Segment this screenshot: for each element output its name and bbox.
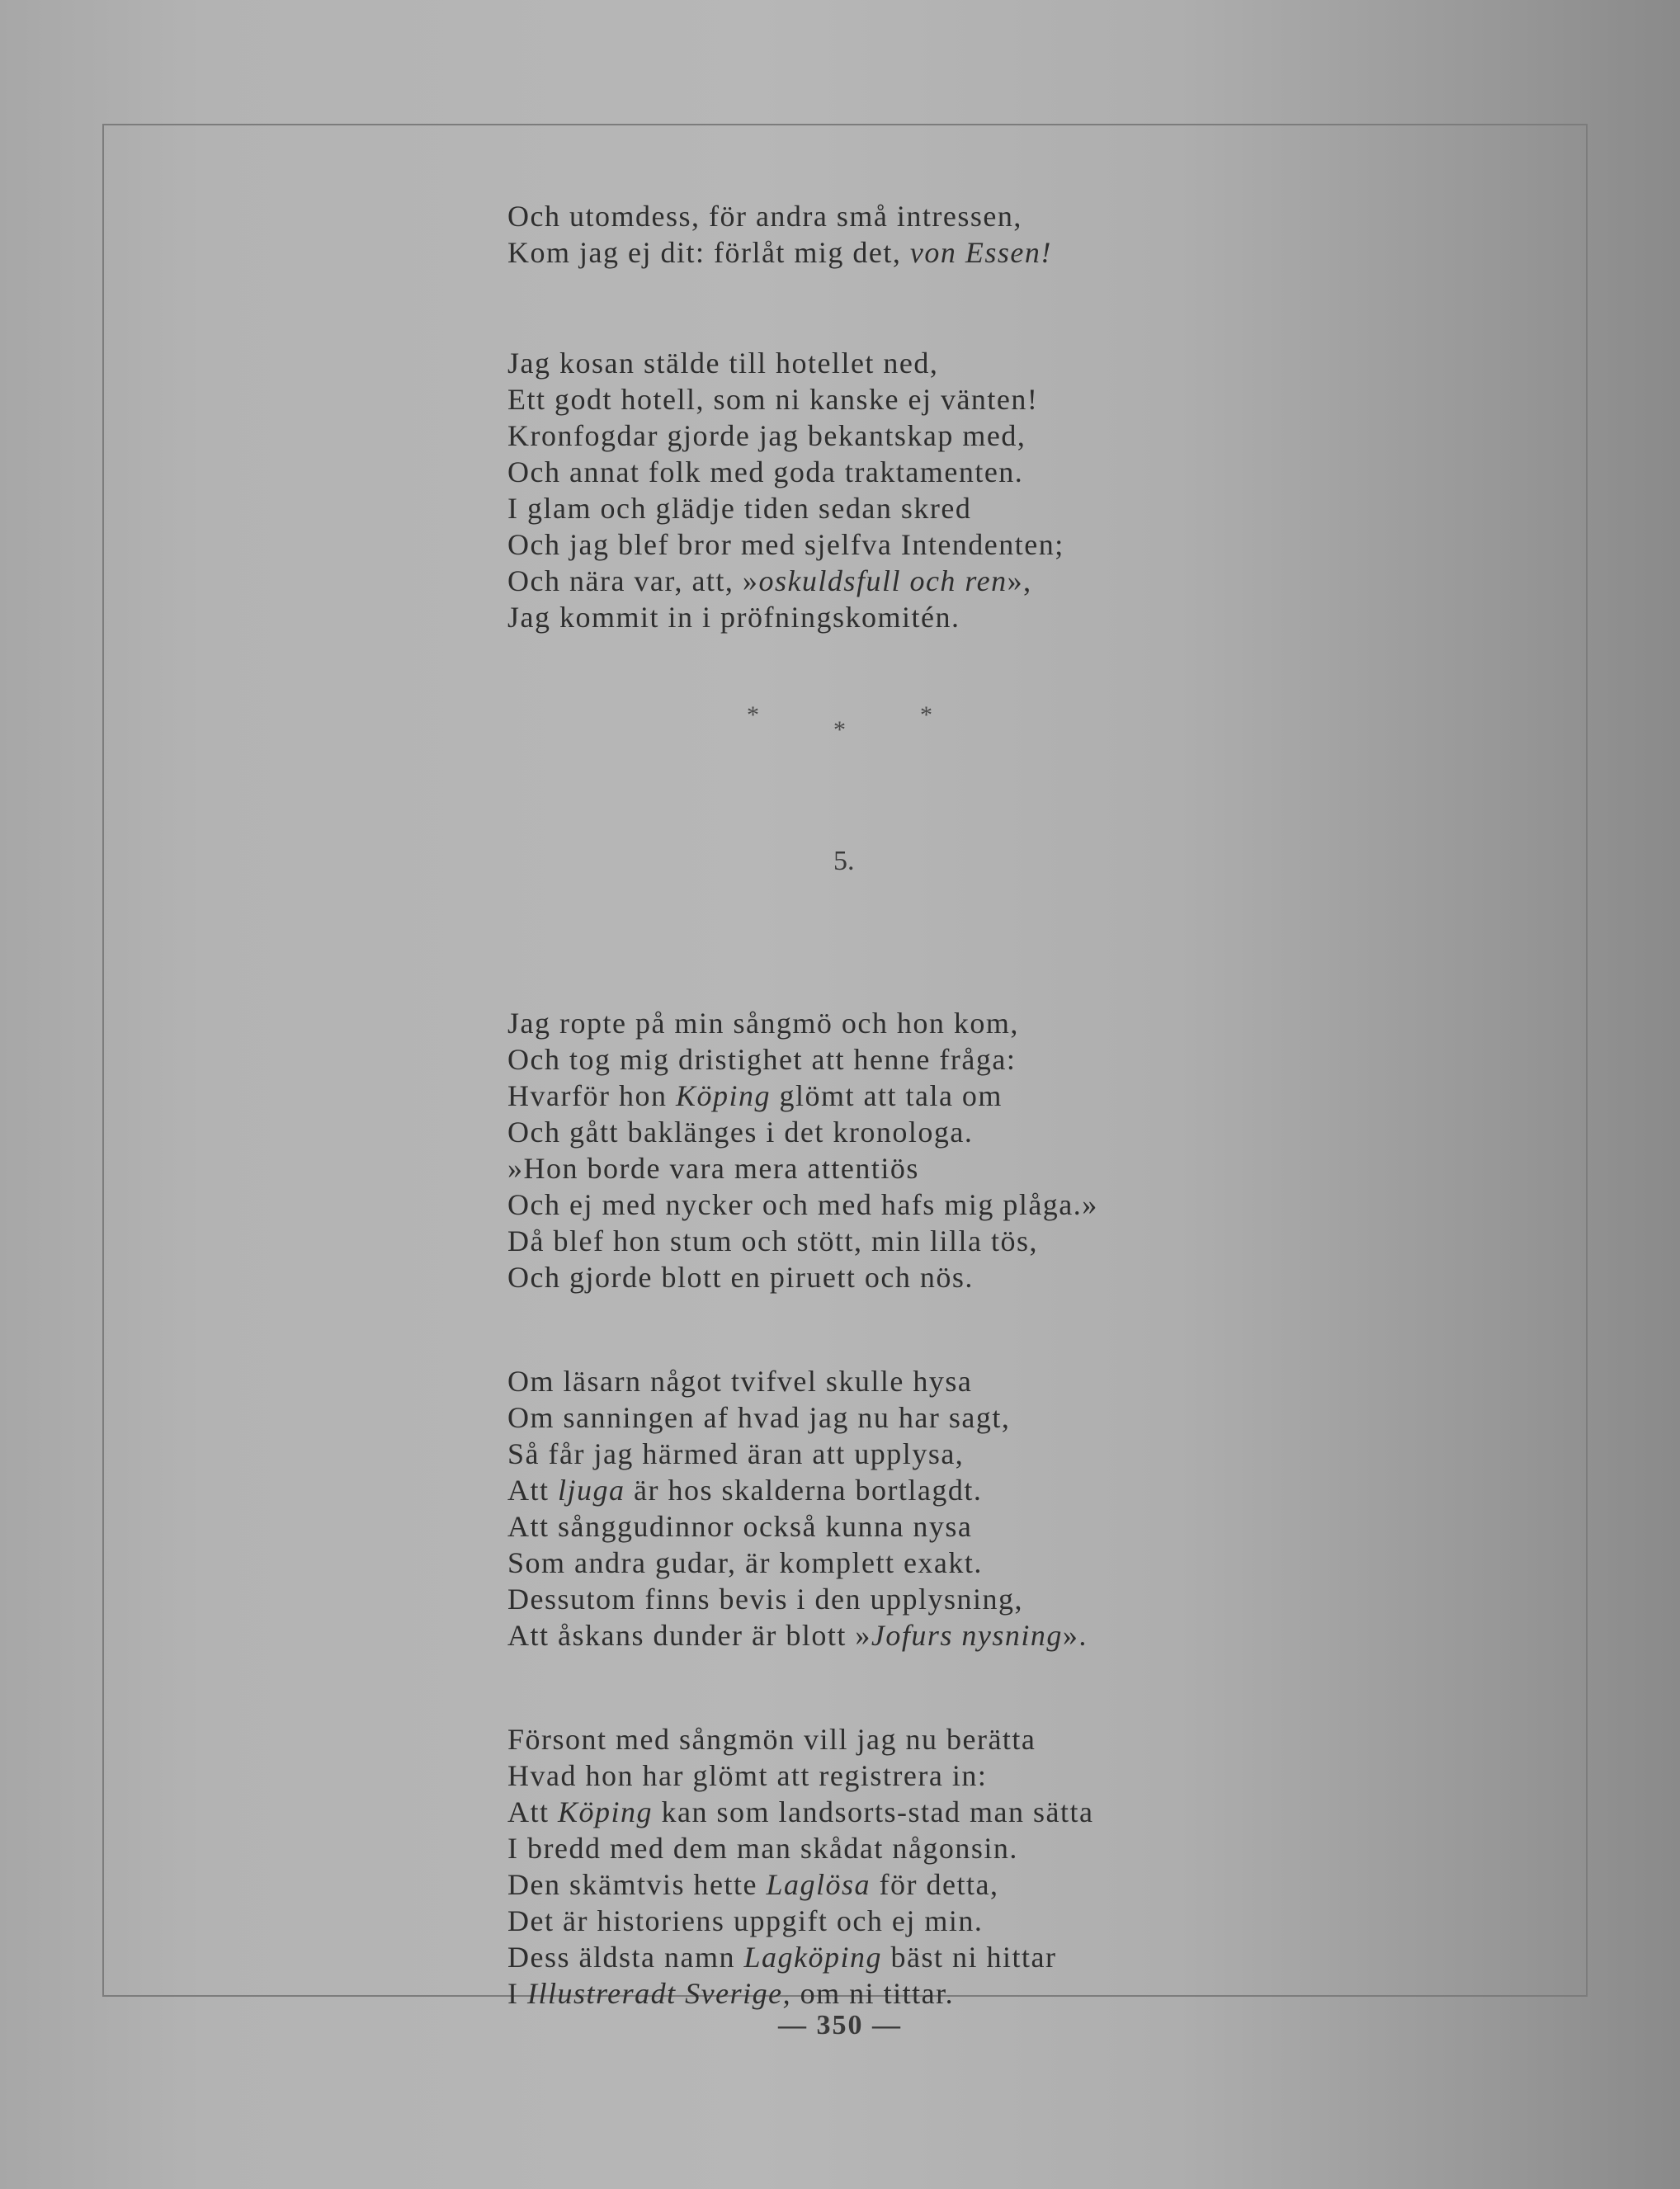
- poem-line: [507, 1041, 1498, 1078]
- poem-line: [507, 1186, 1498, 1223]
- text-run: Om sanningen af hvad jag nu har sagt,: [507, 1401, 1011, 1434]
- italic-text: Köping: [558, 1795, 654, 1828]
- stanza-2: [507, 345, 1498, 635]
- italic-text: Jofurs nysning: [871, 1619, 1063, 1652]
- text-run: Jag kosan stälde till hotellet ned,: [507, 347, 939, 380]
- text-run: Om läsarn något tvifvel skulle hysa: [507, 1365, 973, 1398]
- text-run: Som andra gudar, är komplett exakt.: [507, 1546, 983, 1579]
- poem-line: [507, 526, 1498, 563]
- text-run: »Hon borde vara mera attentiös: [507, 1152, 919, 1185]
- poem-line: [507, 1903, 1498, 1939]
- text-run: Och nära var, att, »: [507, 564, 759, 597]
- poem-line: [507, 1363, 1498, 1399]
- text-run: Jag ropte på min sångmö och hon kom,: [507, 1007, 1019, 1040]
- text-run: Och gjorde blott en piruett och nös.: [507, 1261, 974, 1294]
- text-run: Hvad hon har glömt att registrera in:: [507, 1759, 988, 1792]
- poem-line: [507, 1866, 1498, 1903]
- stanza-4: [507, 1363, 1498, 1654]
- poem-line: [507, 1757, 1498, 1794]
- poem-line: [507, 1472, 1498, 1508]
- text-run: ».: [1062, 1619, 1088, 1652]
- poem-line: [507, 1830, 1498, 1866]
- poem-line: [507, 1078, 1498, 1114]
- italic-text: oskuldsfull och ren: [758, 564, 1008, 597]
- asterisk: *: [747, 701, 759, 729]
- text-run: Dess äldsta namn: [507, 1941, 744, 1974]
- poem-line: [507, 345, 1498, 381]
- asterisk: *: [920, 701, 932, 729]
- poem-line: [507, 1794, 1498, 1830]
- poem-line: [507, 490, 1498, 526]
- italic-text: Laglösa: [766, 1868, 871, 1901]
- text-run: glömt att tala om: [770, 1079, 1003, 1112]
- text-run: bäst ni hittar: [881, 1941, 1057, 1974]
- poem-line: [507, 1114, 1498, 1150]
- poem-line: [507, 1223, 1498, 1259]
- poem-line: [507, 454, 1498, 490]
- text-run: Och gått baklänges i det kronologa.: [507, 1116, 974, 1149]
- poem-line: [507, 1259, 1498, 1295]
- poem-line: [507, 1005, 1498, 1041]
- section-number: 5.: [833, 846, 855, 876]
- poem-text: [507, 198, 1498, 2012]
- text-run: Och jag blef bror med sjelfva Intendenten;: [507, 528, 1064, 561]
- text-run: kan som landsorts-stad man sätta: [653, 1795, 1094, 1828]
- poem-line: [507, 381, 1498, 418]
- poem-line: [507, 1939, 1498, 1975]
- poem-line: [507, 1975, 1498, 2012]
- text-run: Det är historiens uppgift och ej min.: [507, 1904, 984, 1937]
- stanza-3: [507, 1005, 1498, 1295]
- text-run: I bredd med dem man skådat någonsin.: [507, 1832, 1018, 1865]
- poem-line: [507, 1545, 1498, 1581]
- text-run: Jag kommit in i pröfningskomitén.: [507, 601, 960, 634]
- italic-text: Illustreradt Sverige,: [527, 1977, 792, 2010]
- poem-line: [507, 1399, 1498, 1436]
- text-run: om ni tittar.: [791, 1977, 955, 2010]
- page-number: — 350 —: [778, 2010, 902, 2040]
- italic-text: ljuga: [558, 1474, 625, 1507]
- text-run: Hvarför hon: [507, 1079, 676, 1112]
- italic-text: Köping: [675, 1079, 771, 1112]
- text-run: Kom jag ej dit: förlåt mig det,: [507, 236, 910, 269]
- text-run: I: [507, 1977, 527, 2010]
- text-run: Att: [507, 1474, 559, 1507]
- text-run: Och ej med nycker och med hafs mig plåga.»: [507, 1188, 1098, 1221]
- stanza-1: [507, 198, 1498, 271]
- text-run: Försont med sångmön vill jag nu berätta: [507, 1723, 1036, 1756]
- stanza-5: [507, 1721, 1498, 2012]
- poem-line: [507, 198, 1498, 234]
- poem-line: [507, 1581, 1498, 1617]
- text-run: I glam och glädje tiden sedan skred: [507, 492, 972, 525]
- text-run: Och utomdess, för andra små intressen,: [507, 200, 1022, 233]
- text-run: Att: [507, 1795, 559, 1828]
- poem-line: [507, 563, 1498, 599]
- poem-line: [507, 599, 1498, 635]
- italic-text: von Essen!: [909, 236, 1052, 269]
- poem-line: [507, 234, 1498, 271]
- poem-line: [507, 1436, 1498, 1472]
- text-run: Och tog mig dristighet att henne fråga:: [507, 1043, 1017, 1076]
- poem-line: [507, 1508, 1498, 1545]
- text-run: Dessutom finns bevis i den upplysning,: [507, 1583, 1023, 1616]
- text-run: Att sånggudinnor också kunna nysa: [507, 1510, 973, 1543]
- italic-text: Lagköping: [743, 1941, 882, 1974]
- text-run: Kronfogdar gjorde jag bekantskap med,: [507, 419, 1026, 452]
- section-divider-asterisks: [747, 701, 945, 751]
- text-run: Och annat folk med goda traktamenten.: [507, 455, 1024, 488]
- poem-line: [507, 418, 1498, 454]
- text-run: Den skämtvis hette: [507, 1868, 767, 1901]
- text-run: för detta,: [871, 1868, 999, 1901]
- text-run: »,: [1007, 564, 1032, 597]
- poem-line: [507, 1721, 1498, 1757]
- text-run: Att åskans dunder är blott »: [507, 1619, 871, 1652]
- asterisk: *: [833, 716, 846, 743]
- text-run: är hos skalderna bortlagdt.: [625, 1474, 983, 1507]
- text-run: Då blef hon stum och stött, min lilla tös,: [507, 1224, 1038, 1257]
- poem-line: [507, 1150, 1498, 1186]
- poem-line: [507, 1617, 1498, 1654]
- text-run: Så får jag härmed äran att upplysa,: [507, 1437, 965, 1470]
- text-run: Ett godt hotell, som ni kanske ej vänten!: [507, 383, 1039, 416]
